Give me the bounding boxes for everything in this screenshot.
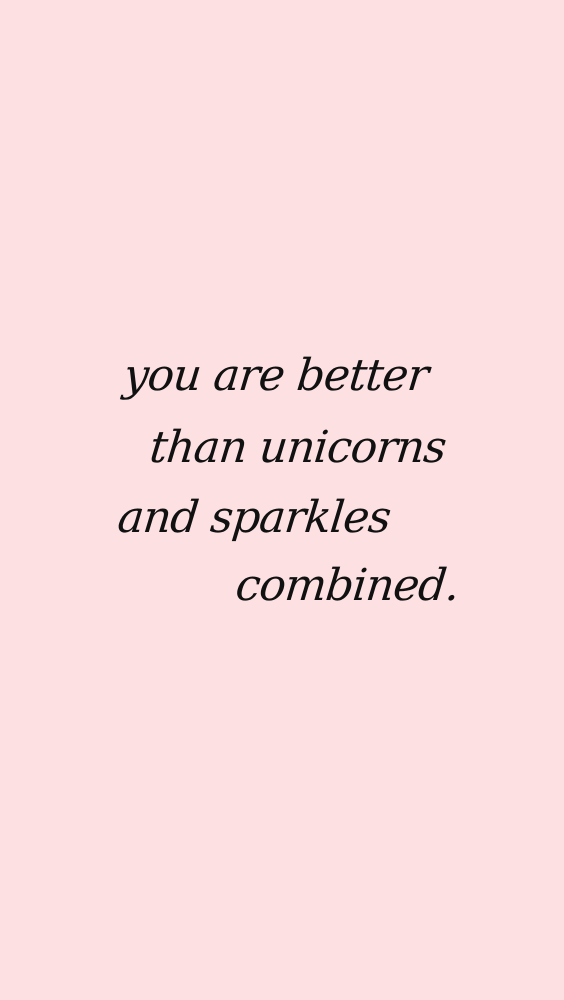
quote-line-2: than unicorns — [147, 422, 449, 473]
quote-line-1: you are better — [121, 350, 431, 401]
quote-line-4: combined. — [233, 560, 462, 611]
quote-line-3: and sparkles — [115, 492, 393, 543]
